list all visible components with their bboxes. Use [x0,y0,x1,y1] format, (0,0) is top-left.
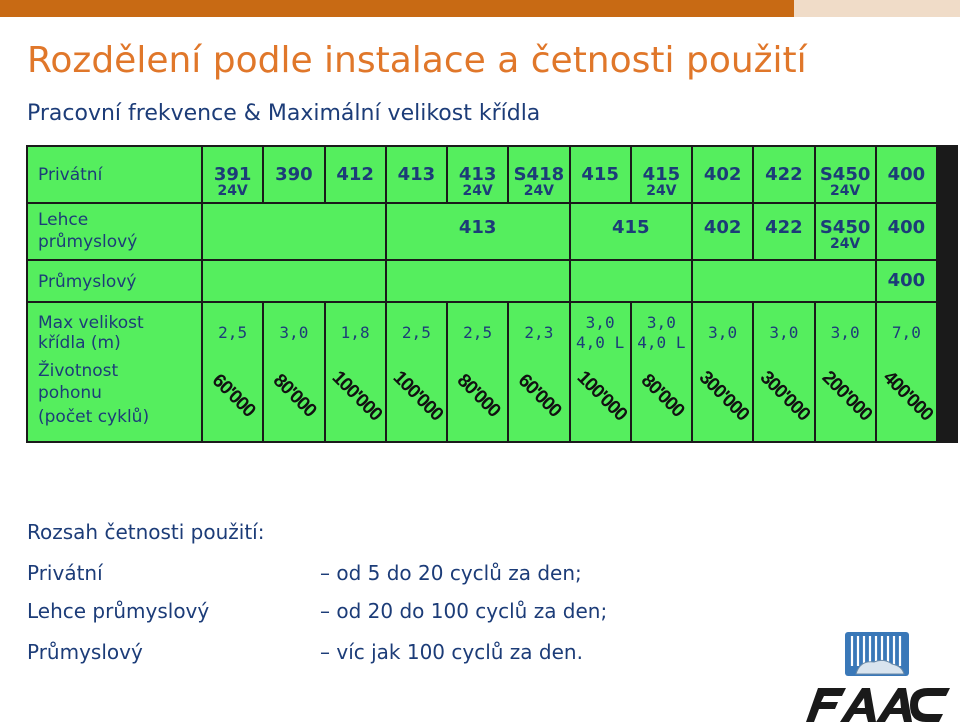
model-name: 422 [765,164,803,185]
max-size-value: 3,0 [708,323,738,342]
prumyslovy-cell [571,261,692,301]
lehce-cell [877,204,936,259]
model-voltage: 24V [462,183,493,199]
prumyslovy-cell [693,261,875,301]
lehce-model: 400 [887,217,926,238]
frequency-label-privatni: Privátní [27,561,103,585]
row-label-lehce [28,204,201,259]
cycles-value: 300'000 [755,367,814,425]
model-name: 413 24V [448,165,507,198]
frequency-desc-privatni: – od 5 do 20 cyclů za den; [320,561,582,585]
spec-cell [632,303,691,441]
model-cell [264,147,323,202]
model-cell [754,147,813,202]
model-cell [571,147,630,202]
max-size-value: 3,0 [830,323,860,342]
max-size-value: 7,0 [891,323,921,342]
model-name: 391 24V [203,165,262,198]
spec-cell [264,303,323,441]
frequency-label-prumyslovy: Průmyslový [27,640,143,664]
model-voltage: 24V [829,183,861,199]
spec-cell [326,303,385,441]
max-size-value: 3,0 [585,313,615,332]
row-label-lehce-line1: Lehce [38,210,89,230]
page-title: Rozdělení podle instalace a četnosti použití [27,40,807,81]
row-label-prumyslovy [28,261,201,301]
model-voltage: 24V [217,183,248,199]
model-name: 415 [581,164,619,185]
frequency-heading: Rozsah četnosti použití: [27,520,265,544]
spec-cell [448,303,507,441]
row-label-max-line1: Max velikost [38,313,144,333]
row-label-privatni [28,147,201,202]
model-cell [448,147,507,202]
prumyslovy-cell [877,261,936,301]
model-cell [877,147,936,202]
model-voltage: 24V [523,183,555,199]
prumyslovy-model: 400 [887,270,926,291]
lion-emblem-icon [845,632,909,676]
prumyslovy-cell [387,261,569,301]
model-cell [387,147,446,202]
spec-cell [203,303,262,441]
lehce-cell [816,204,875,259]
row-label-lehce-line2: průmyslový [38,232,138,252]
model-cell [203,147,262,202]
product-table [26,145,958,443]
spec-cell [387,303,446,441]
faac-logo [800,630,958,724]
model-cell [326,147,385,202]
frequency-label-lehce: Lehce průmyslový [27,599,210,623]
model-name: S450 24V [816,165,875,198]
cycles-value: 400'000 [878,367,936,425]
max-size-value: 2,3 [524,323,554,342]
model-cell [632,147,691,202]
spec-cell [816,303,875,441]
cycles-value: 100'000 [388,367,446,425]
spec-cell [754,303,813,441]
model-cell [693,147,752,202]
cycles-value: 200'000 [817,367,875,425]
top-accent-bar-light [794,0,960,17]
lehce-cell [754,204,813,259]
lehce-model: 422 [765,217,803,238]
max-size-value: 1,8 [340,323,370,342]
lehce-model: 402 [703,217,742,238]
frequency-desc-lehce: – od 20 do 100 cyclů za den; [320,599,608,623]
cycles-value: 80'000 [452,370,504,422]
spec-cell [571,303,630,441]
model-voltage: 24V [646,183,677,199]
lehce-cell [693,204,752,259]
cycles-value: 300'000 [694,367,753,425]
page-subtitle: Pracovní frekvence & Maximální velikost křídla [27,101,541,126]
model-name: S418 24V [509,165,568,198]
row-label-zivot-line2: pohonu [38,383,102,403]
frequency-desc-prumyslovy: – víc jak 100 cyclů za den. [320,640,583,664]
model-name: 402 [703,164,742,185]
model-name: 415 24V [632,165,691,198]
cycles-value: 60'000 [514,370,566,422]
model-name: 390 [275,164,313,185]
lehce-cell [203,204,385,259]
cycles-value: 60'000 [207,370,259,422]
faac-wordmark [806,688,950,722]
max-size-value: 2,5 [463,323,493,342]
row-label-zivot-line1: Životnost [38,361,119,381]
max-size-value: 2,5 [401,323,431,342]
lehce-cell [387,204,569,259]
spec-cell [509,303,568,441]
row-label-max-line2: křídla (m) [38,333,121,353]
cycles-value: 100'000 [572,367,630,425]
lehce-model-voltage: 24V [829,236,861,252]
spec-cell [693,303,752,441]
spec-cell [877,303,936,441]
model-name: 413 [397,164,436,185]
lehce-cell [571,204,692,259]
prumyslovy-cell [203,261,385,301]
max-size-value: 3,0 [646,313,676,332]
max-size-value: 2,5 [218,323,248,342]
row-label-prumyslovy-text: Průmyslový [38,272,137,292]
model-name: 400 [887,164,926,185]
model-name: 412 [336,164,374,185]
row-label-privatni-text: Privátní [38,165,103,185]
max-size-variant: 4,0 L [637,333,686,352]
lehce-model: 413 [458,217,497,238]
max-size-value: 3,0 [279,323,309,342]
cycles-value: 80'000 [269,370,321,422]
model-cell [816,147,875,202]
cycles-value: 80'000 [636,370,688,422]
cycles-value: 100'000 [327,367,385,425]
lehce-model: S450 24V [816,218,875,251]
max-size-variant: 4,0 L [576,333,625,352]
row-label-specs [28,303,201,441]
lehce-model: 415 [611,217,650,238]
row-label-zivot-line3: (počet cyklů) [38,407,150,427]
model-cell [509,147,568,202]
max-size-value: 3,0 [769,323,799,342]
